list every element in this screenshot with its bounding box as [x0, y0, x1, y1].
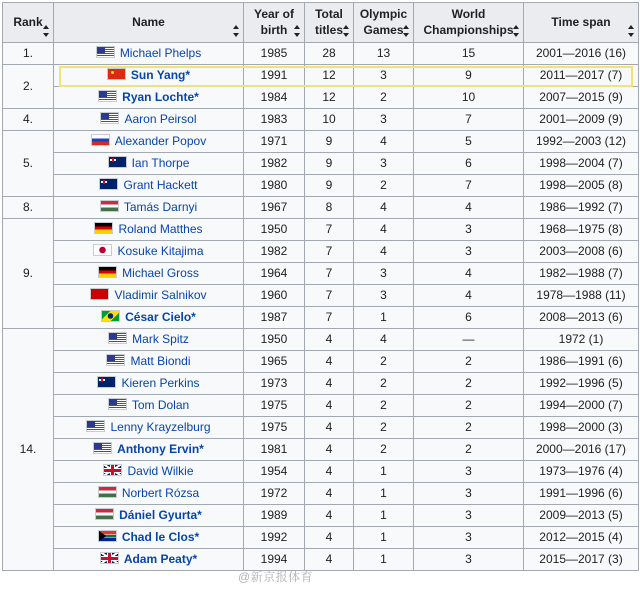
sort-icon[interactable]: [43, 25, 50, 37]
table-row: [3, 263, 639, 285]
year-cell: 1972: [244, 483, 305, 505]
name-cell: [54, 109, 244, 131]
time-span-cell: 1973—1976 (4): [524, 461, 639, 483]
time-span-cell: 2011—2017 (7): [524, 65, 639, 87]
rank-cell: 8.: [3, 197, 54, 219]
header-world-championships[interactable]: World Championships: [414, 3, 524, 43]
name-cell: [54, 307, 244, 329]
swimmer-link[interactable]: Grant Hackett: [123, 178, 198, 192]
name-cell: [54, 527, 244, 549]
brazil-flag-icon[interactable]: [101, 310, 120, 322]
year-cell: 1994: [244, 549, 305, 571]
world-championships-cell: 2: [414, 351, 524, 373]
world-championships-cell: 10: [414, 87, 524, 109]
time-span-cell: 1968—1975 (8): [524, 219, 639, 241]
world-championships-cell: 5: [414, 131, 524, 153]
olympic-games-cell: 1: [354, 461, 414, 483]
total-titles-cell: 4: [305, 527, 354, 549]
australia-flag-icon[interactable]: [108, 156, 127, 168]
year-cell: 1954: [244, 461, 305, 483]
soviet-union-flag-icon[interactable]: [90, 288, 109, 300]
sort-icon[interactable]: [233, 25, 240, 37]
watermark: @新京报体育: [238, 570, 314, 584]
olympic-games-cell: 2: [354, 439, 414, 461]
name-cell: [54, 483, 244, 505]
total-titles-cell: 9: [305, 153, 354, 175]
time-span-cell: 1992—1996 (5): [524, 373, 639, 395]
sort-icon[interactable]: [403, 25, 410, 37]
year-cell: 1981: [244, 439, 305, 461]
total-titles-cell: 12: [305, 65, 354, 87]
swimmer-link[interactable]: Vladimir Salnikov: [114, 288, 207, 302]
swimmer-link[interactable]: Matt Biondi: [130, 354, 191, 368]
time-span-cell: 2001—2016 (16): [524, 43, 639, 65]
time-span-cell: 1982—1988 (7): [524, 263, 639, 285]
table-row: [3, 285, 639, 307]
total-titles-cell: 9: [305, 175, 354, 197]
name-cell: [54, 43, 244, 65]
total-titles-cell: 4: [305, 439, 354, 461]
china-flag-icon[interactable]: [107, 68, 126, 80]
table-row: [3, 219, 639, 241]
header-total-titles[interactable]: Total titles: [305, 3, 354, 43]
usa-flag-icon[interactable]: [100, 112, 119, 124]
south-africa-flag-icon[interactable]: [98, 530, 117, 542]
table-row: [3, 351, 639, 373]
table-row: [3, 241, 639, 263]
table-row: [3, 527, 639, 549]
world-championships-cell: 2: [414, 395, 524, 417]
header-olympic-games[interactable]: Olympic Games: [354, 3, 414, 43]
hungary-flag-icon[interactable]: [98, 486, 117, 498]
table-row: [3, 307, 639, 329]
name-cell: [54, 439, 244, 461]
table-row: [3, 329, 639, 351]
total-titles-cell: 12: [305, 87, 354, 109]
time-span-cell: 2003—2008 (6): [524, 241, 639, 263]
swimmer-link[interactable]: David Wilkie: [127, 464, 194, 478]
name-cell: [54, 153, 244, 175]
name-cell: [54, 263, 244, 285]
time-span-cell: 2007—2015 (9): [524, 87, 639, 109]
year-cell: 1985: [244, 43, 305, 65]
time-span-cell: 1972 (1): [524, 329, 639, 351]
germany-flag-icon[interactable]: [98, 266, 117, 278]
rank-cell: 9.: [3, 219, 54, 329]
header-year-of-birth[interactable]: Year of birth: [244, 3, 305, 43]
total-titles-cell: 4: [305, 373, 354, 395]
swimmer-link[interactable]: Aaron Peirsol: [124, 112, 197, 126]
total-titles-cell: 7: [305, 241, 354, 263]
name-cell: [54, 351, 244, 373]
swimmer-link[interactable]: Chad le Clos*: [121, 530, 200, 544]
year-cell: 1982: [244, 241, 305, 263]
world-championships-cell: —: [414, 329, 524, 351]
swimmer-link[interactable]: Mark Spitz: [132, 332, 189, 346]
year-cell: 1982: [244, 153, 305, 175]
total-titles-cell: 4: [305, 417, 354, 439]
olympic-games-cell: 2: [354, 395, 414, 417]
total-titles-cell: 4: [305, 549, 354, 571]
australia-flag-icon[interactable]: [97, 376, 116, 388]
swimmer-link[interactable]: Tom Dolan: [131, 398, 190, 412]
year-cell: 1967: [244, 197, 305, 219]
world-championships-cell: 4: [414, 197, 524, 219]
usa-flag-icon[interactable]: [108, 332, 127, 344]
swimmer-link[interactable]: César Cielo*: [125, 310, 196, 324]
swimmer-link[interactable]: Tamás Darnyi: [123, 200, 198, 214]
time-span-cell: 2000—2016 (17): [524, 439, 639, 461]
swimmer-link[interactable]: Dániel Gyurta*: [119, 508, 202, 522]
world-championships-cell: 3: [414, 483, 524, 505]
time-span-cell: 2009—2013 (5): [524, 505, 639, 527]
name-cell: [54, 549, 244, 571]
world-championships-cell: 7: [414, 109, 524, 131]
time-span-cell: 2008—2013 (6): [524, 307, 639, 329]
usa-flag-icon[interactable]: [98, 90, 117, 102]
year-cell: 1971: [244, 131, 305, 153]
time-span-cell: 1986—1992 (7): [524, 197, 639, 219]
name-cell: [54, 395, 244, 417]
year-cell: 1991: [244, 65, 305, 87]
sort-icon[interactable]: [343, 25, 350, 37]
uk-flag-icon[interactable]: [103, 464, 122, 476]
year-cell: 1984: [244, 87, 305, 109]
olympic-games-cell: 3: [354, 65, 414, 87]
world-championships-cell: 4: [414, 263, 524, 285]
olympic-games-cell: 4: [354, 197, 414, 219]
year-cell: 1950: [244, 219, 305, 241]
world-championships-cell: 3: [414, 505, 524, 527]
world-championships-cell: 2: [414, 373, 524, 395]
total-titles-cell: 7: [305, 307, 354, 329]
name-cell: [54, 373, 244, 395]
year-cell: 1960: [244, 285, 305, 307]
time-span-cell: 1991—1996 (6): [524, 483, 639, 505]
swimmer-link[interactable]: Ian Thorpe: [131, 156, 190, 170]
header-time-span[interactable]: Time span: [524, 3, 639, 43]
name-cell: [54, 219, 244, 241]
swimmer-link[interactable]: Roland Matthes: [118, 222, 203, 236]
russia-flag-icon[interactable]: [91, 134, 110, 146]
table-row: [3, 395, 639, 417]
germany-flag-icon[interactable]: [94, 222, 113, 234]
name-cell: [54, 505, 244, 527]
name-cell: [54, 197, 244, 219]
olympic-games-cell: 2: [354, 373, 414, 395]
usa-flag-icon[interactable]: [93, 442, 112, 454]
total-titles-cell: 4: [305, 395, 354, 417]
year-cell: 1983: [244, 109, 305, 131]
hungary-flag-icon[interactable]: [100, 200, 119, 212]
table-row: [3, 439, 639, 461]
total-titles-cell: 4: [305, 329, 354, 351]
sort-icon[interactable]: [513, 25, 520, 37]
year-cell: 1973: [244, 373, 305, 395]
world-championships-cell: 3: [414, 219, 524, 241]
world-championships-cell: 3: [414, 241, 524, 263]
total-titles-cell: 10: [305, 109, 354, 131]
world-championships-cell: 15: [414, 43, 524, 65]
olympic-games-cell: 2: [354, 351, 414, 373]
table-row: [3, 87, 639, 109]
world-championships-cell: 3: [414, 527, 524, 549]
olympic-games-cell: 1: [354, 483, 414, 505]
japan-flag-icon[interactable]: [93, 244, 112, 256]
header-row: [3, 3, 639, 43]
total-titles-cell: 7: [305, 285, 354, 307]
total-titles-cell: 4: [305, 483, 354, 505]
table-row: [3, 153, 639, 175]
time-span-cell: 2001—2009 (9): [524, 109, 639, 131]
name-cell: [54, 131, 244, 153]
time-span-cell: 1978—1988 (11): [524, 285, 639, 307]
year-cell: 1964: [244, 263, 305, 285]
total-titles-cell: 9: [305, 131, 354, 153]
sort-icon[interactable]: [294, 25, 301, 37]
year-cell: 1992: [244, 527, 305, 549]
olympic-games-cell: 4: [354, 329, 414, 351]
rank-cell: 14.: [3, 329, 54, 571]
world-championships-cell: 6: [414, 307, 524, 329]
olympic-games-cell: 2: [354, 417, 414, 439]
year-cell: 1987: [244, 307, 305, 329]
uk-flag-icon[interactable]: [100, 552, 119, 564]
total-titles-cell: 8: [305, 197, 354, 219]
time-span-cell: 1998—2005 (8): [524, 175, 639, 197]
year-cell: 1989: [244, 505, 305, 527]
table-row: [3, 43, 639, 65]
usa-flag-icon[interactable]: [106, 354, 125, 366]
swimmer-link[interactable]: Kieren Perkins: [121, 376, 200, 390]
sort-icon[interactable]: [628, 25, 635, 37]
rank-cell: 5.: [3, 131, 54, 197]
table-row: [3, 483, 639, 505]
table-body: [3, 43, 639, 571]
total-titles-cell: 7: [305, 263, 354, 285]
swimmer-link[interactable]: Norbert Rózsa: [121, 486, 200, 500]
olympic-games-cell: 3: [354, 153, 414, 175]
swimmer-link[interactable]: Adam Peaty*: [123, 552, 198, 566]
total-titles-cell: 4: [305, 505, 354, 527]
name-cell: [54, 417, 244, 439]
total-titles-cell: 7: [305, 219, 354, 241]
olympic-games-cell: 3: [354, 109, 414, 131]
olympic-games-cell: 3: [354, 285, 414, 307]
table-row: [3, 461, 639, 483]
time-span-cell: 1998—2004 (7): [524, 153, 639, 175]
swimmer-link[interactable]: Michael Gross: [122, 266, 199, 280]
year-cell: 1950: [244, 329, 305, 351]
table-row: [3, 417, 639, 439]
hungary-flag-icon[interactable]: [95, 508, 114, 520]
rank-cell: 4.: [3, 109, 54, 131]
world-championships-cell: 2: [414, 417, 524, 439]
swimmer-link[interactable]: Michael Phelps: [119, 46, 202, 60]
name-cell: [54, 241, 244, 263]
name-cell: [54, 329, 244, 351]
swimmer-link[interactable]: Kosuke Kitajima: [117, 244, 204, 258]
name-cell: [54, 65, 244, 87]
header-name[interactable]: Name: [54, 3, 244, 43]
australia-flag-icon[interactable]: [99, 178, 118, 190]
olympic-games-cell: 3: [354, 263, 414, 285]
time-span-cell: 1998—2000 (3): [524, 417, 639, 439]
total-titles-cell: 28: [305, 43, 354, 65]
table-row: [3, 197, 639, 219]
world-championships-cell: 7: [414, 175, 524, 197]
world-championships-cell: 6: [414, 153, 524, 175]
usa-flag-icon[interactable]: [108, 398, 127, 410]
world-championships-cell: 3: [414, 461, 524, 483]
olympic-games-cell: 2: [354, 175, 414, 197]
rank-cell: 2.: [3, 65, 54, 109]
swimmer-link[interactable]: Sun Yang*: [130, 68, 191, 82]
world-championships-cell: 4: [414, 285, 524, 307]
name-cell: [54, 87, 244, 109]
olympic-games-cell: 1: [354, 505, 414, 527]
world-championships-cell: 9: [414, 65, 524, 87]
year-cell: 1980: [244, 175, 305, 197]
table-row: [3, 175, 639, 197]
olympic-games-cell: 1: [354, 527, 414, 549]
time-span-cell: 2015—2017 (3): [524, 549, 639, 571]
time-span-cell: 1994—2000 (7): [524, 395, 639, 417]
usa-flag-icon[interactable]: [86, 420, 105, 432]
table-row: [3, 373, 639, 395]
time-span-cell: 2012—2015 (4): [524, 527, 639, 549]
olympic-games-cell: 4: [354, 219, 414, 241]
swimmer-link[interactable]: Alexander Popov: [114, 134, 207, 148]
table-row: [3, 65, 639, 87]
olympic-games-cell: 4: [354, 241, 414, 263]
year-cell: 1965: [244, 351, 305, 373]
total-titles-cell: 4: [305, 461, 354, 483]
header-rank[interactable]: Rank: [3, 3, 54, 43]
swimmer-link[interactable]: Anthony Ervin*: [117, 442, 204, 456]
world-championships-cell: 2: [414, 439, 524, 461]
olympic-games-cell: 2: [354, 87, 414, 109]
name-cell: [54, 175, 244, 197]
swimmer-link[interactable]: Ryan Lochte*: [122, 90, 199, 104]
world-championships-cell: 3: [414, 549, 524, 571]
table-row: [3, 109, 639, 131]
usa-flag-icon[interactable]: [96, 46, 115, 58]
year-cell: 1975: [244, 395, 305, 417]
time-span-cell: 1986—1991 (6): [524, 351, 639, 373]
rank-cell: 1.: [3, 43, 54, 65]
olympic-games-cell: 4: [354, 131, 414, 153]
olympic-games-cell: 1: [354, 549, 414, 571]
table-row: [3, 131, 639, 153]
olympic-games-cell: 1: [354, 307, 414, 329]
year-cell: 1975: [244, 417, 305, 439]
table-row: [3, 549, 639, 571]
olympic-games-cell: 13: [354, 43, 414, 65]
total-titles-cell: 4: [305, 351, 354, 373]
name-cell: [54, 461, 244, 483]
name-cell: [54, 285, 244, 307]
swimmer-link[interactable]: Lenny Krayzelburg: [110, 420, 211, 434]
time-span-cell: 1992—2003 (12): [524, 131, 639, 153]
swimming-titles-table: [2, 2, 639, 571]
table-row: [3, 505, 639, 527]
